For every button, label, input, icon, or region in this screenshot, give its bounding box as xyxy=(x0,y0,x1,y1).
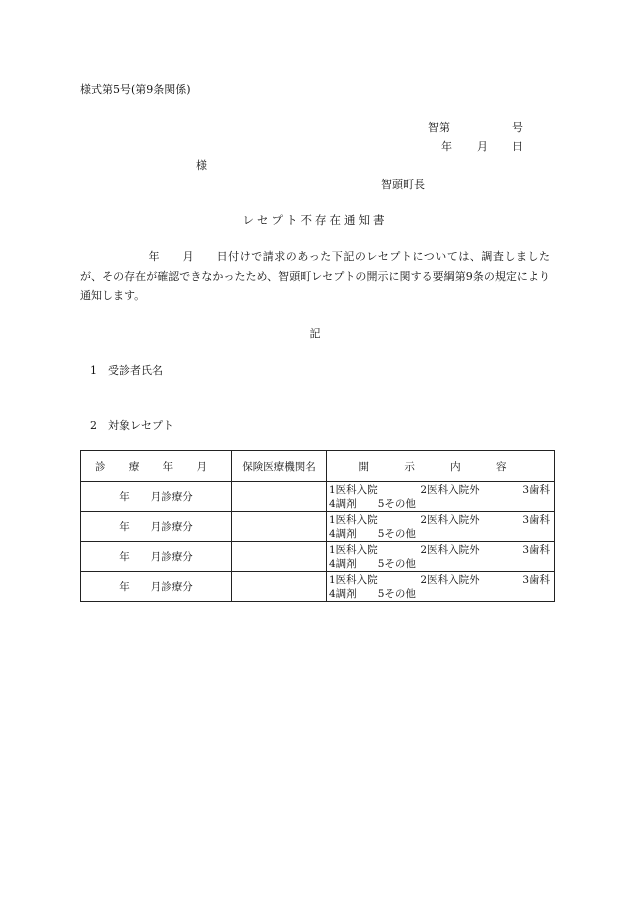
option-5: 5その他 xyxy=(377,557,416,570)
receipt-table xyxy=(80,450,555,602)
cell-institution xyxy=(232,482,327,512)
option-2: 2医科入院外 xyxy=(420,513,480,526)
date-day: 日 xyxy=(512,140,523,153)
option-3: 3歯科 xyxy=(522,573,550,586)
form-number: 様式第5号(第9条関係) xyxy=(80,83,191,96)
option-5: 5その他 xyxy=(377,587,416,600)
item-patient-name: 1 受診者氏名 xyxy=(90,364,163,377)
body-month: 月 xyxy=(182,250,195,263)
option-4: 4調剤 xyxy=(329,527,357,540)
cell-period: 年 月診療分 xyxy=(81,512,232,542)
table-header-row xyxy=(81,451,555,482)
header-institution: 保険医療機関名 xyxy=(232,451,327,482)
cell-disclosure xyxy=(327,512,555,542)
table-row xyxy=(81,542,555,572)
cell-period: 年 月診療分 xyxy=(81,542,232,572)
cell-period: 年 月診療分 xyxy=(81,482,232,512)
option-5: 5その他 xyxy=(377,497,416,510)
option-2: 2医科入院外 xyxy=(420,573,480,586)
table-row xyxy=(81,482,555,512)
cell-disclosure xyxy=(327,542,555,572)
date-year: 年 xyxy=(441,140,452,153)
header-disclosure: 開 示 内 容 xyxy=(327,451,555,482)
date-month: 月 xyxy=(477,140,488,153)
item-target-receipt: 2 対象レセプト xyxy=(90,419,174,432)
option-3: 3歯科 xyxy=(522,513,550,526)
option-1: 1医科入院 xyxy=(329,543,378,556)
doc-number-suffix: 号 xyxy=(512,121,523,134)
option-3: 3歯科 xyxy=(522,543,550,556)
body-paragraph xyxy=(80,247,550,306)
cell-institution xyxy=(232,572,327,602)
doc-number-prefix: 智第 xyxy=(428,121,450,134)
option-5: 5その他 xyxy=(377,527,416,540)
table-row xyxy=(81,572,555,602)
cell-disclosure xyxy=(327,482,555,512)
document-title: レセプト不存在通知書 xyxy=(242,213,388,227)
option-3: 3歯科 xyxy=(522,483,550,496)
cell-institution xyxy=(232,542,327,572)
option-4: 4調剤 xyxy=(329,497,357,510)
option-1: 1医科入院 xyxy=(329,483,378,496)
option-2: 2医科入院外 xyxy=(420,543,480,556)
issuer: 智頭町長 xyxy=(381,178,425,191)
option-4: 4調剤 xyxy=(329,587,357,600)
cell-institution xyxy=(232,512,327,542)
cell-period: 年 月診療分 xyxy=(81,572,232,602)
option-2: 2医科入院外 xyxy=(420,483,480,496)
option-1: 1医科入院 xyxy=(329,513,378,526)
table-row xyxy=(81,512,555,542)
ki-heading: 記 xyxy=(309,327,321,340)
addressee-suffix: 様 xyxy=(196,159,207,172)
option-1: 1医科入院 xyxy=(329,573,378,586)
body-year: 年 xyxy=(148,250,161,263)
cell-disclosure xyxy=(327,572,555,602)
header-period: 診 療 年 月 xyxy=(81,451,232,482)
option-4: 4調剤 xyxy=(329,557,357,570)
body-text: 日付けで請求のあった下記のレセプトについては、調査しましたが、その存在が確認できなかったため、智頭町レセプトの開示に関する要綱第9条の規定により通知します。 xyxy=(80,250,551,302)
